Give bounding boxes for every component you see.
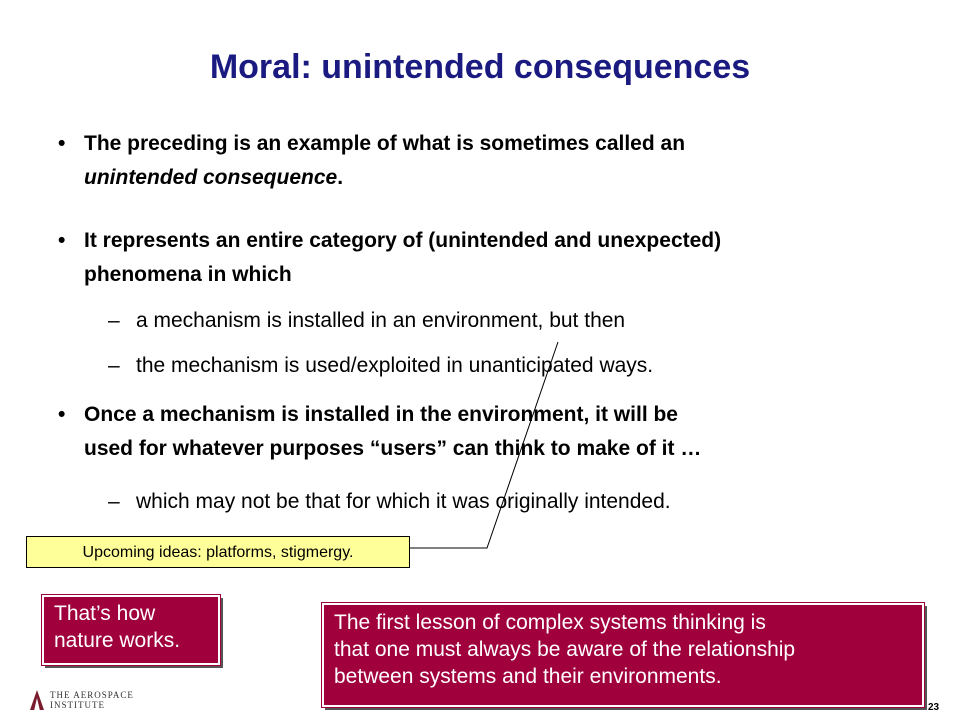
sub-item-1-text: a mechanism is installed in an environment, but then xyxy=(136,309,626,332)
bullet-3-line1: Once a mechanism is installed in the environment, it will be xyxy=(84,403,678,426)
logo-line2: INSTITUTE xyxy=(50,700,105,710)
box-right-line2: that one must always be aware of the relationship xyxy=(334,638,796,661)
bullet-1-italic: unintended consequence xyxy=(84,166,338,189)
box-left-line2: nature works. xyxy=(54,629,181,652)
page-number: 23 xyxy=(928,702,940,713)
bullet-dot: • xyxy=(58,132,66,155)
aerospace-logo-icon xyxy=(30,690,44,710)
sub-item-2-text: the mechanism is used/exploited in unanticipated ways. xyxy=(136,354,654,377)
box-right-line1: The first lesson of complex systems thinking is xyxy=(334,611,766,634)
sub-dash: – xyxy=(108,309,120,332)
box-right-line3: between systems and their environments. xyxy=(334,665,722,688)
sub-dash: – xyxy=(108,490,120,513)
logo-line1: THE AEROSPACE xyxy=(50,690,134,700)
nature-works-box xyxy=(42,595,220,665)
bullet-1-line1: The preceding is an example of what is sometimes called an xyxy=(84,132,686,155)
lesson-box xyxy=(322,603,924,707)
callout-box: Upcoming ideas: platforms, stigmergy. xyxy=(26,536,410,568)
slide-title: Moral: unintended consequences xyxy=(209,48,751,86)
bullet-dot: • xyxy=(58,229,66,252)
bullet-2-line1: It represents an entire category of (unintended and unexpected) xyxy=(84,229,722,252)
box-left-line1: That’s how xyxy=(54,602,156,625)
bullet-1-end: . xyxy=(337,166,344,189)
bullet-3-line2: used for whatever purposes “users” can think to make of it … xyxy=(84,437,702,460)
aerospace-logo xyxy=(30,690,134,710)
bullet-dot: • xyxy=(58,403,66,426)
sub-item-3-text: which may not be that for which it was originally intended. xyxy=(136,490,671,513)
sub-dash: – xyxy=(108,354,120,377)
bullet-2-line2: phenomena in which xyxy=(84,263,292,286)
